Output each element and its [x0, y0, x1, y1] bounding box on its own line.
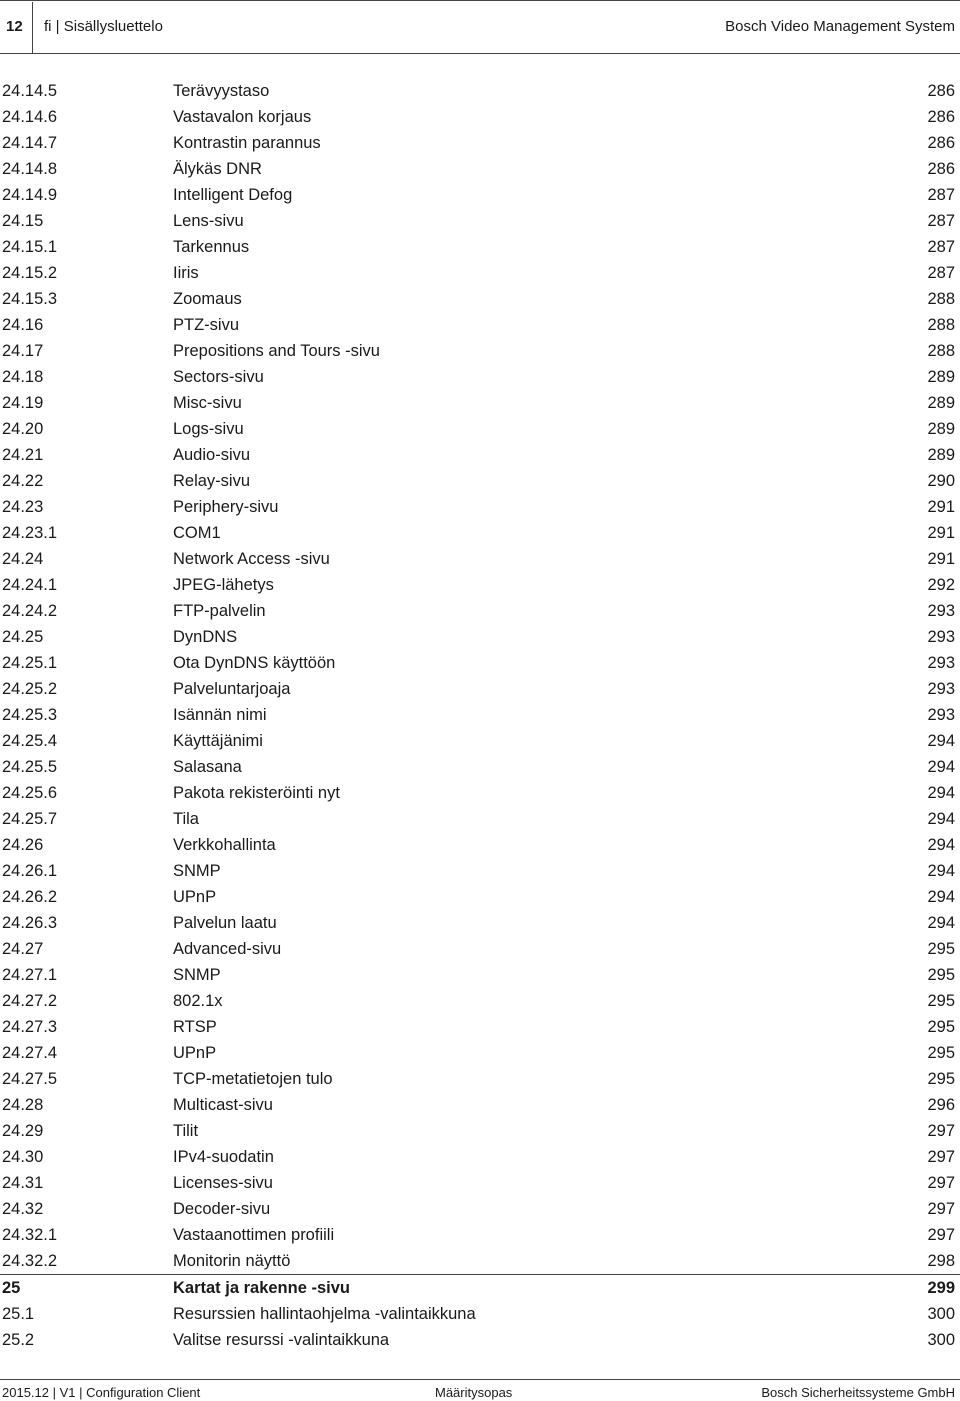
toc-entry[interactable] — [0, 1040, 960, 1066]
toc-entry[interactable] — [0, 598, 960, 624]
toc-entry-page: 300 — [927, 1305, 955, 1323]
toc-entry-page: 287 — [927, 212, 955, 230]
toc-entry[interactable] — [0, 182, 960, 208]
toc-entry[interactable] — [0, 286, 960, 312]
toc-entry-page: 300 — [927, 1331, 955, 1349]
toc-entry-page: 286 — [927, 108, 955, 126]
toc-entry-number: 25.1 — [2, 1305, 35, 1323]
toc-entry-number: 24.27 — [2, 940, 44, 958]
toc-chapter-entry[interactable] — [0, 1274, 960, 1301]
toc-entry-number: 24.26.2 — [2, 888, 58, 906]
toc-entry-page: 295 — [927, 1018, 955, 1036]
toc-entry-page: 294 — [927, 888, 955, 906]
toc-entry[interactable] — [0, 442, 960, 468]
toc-entry-title: Isännän nimi — [173, 706, 267, 724]
toc-entry-number: 24.27.5 — [2, 1070, 58, 1088]
toc-entry-title: Network Access -sivu — [173, 550, 330, 568]
toc-entry-page: 299 — [927, 1279, 955, 1297]
toc-entry[interactable] — [0, 806, 960, 832]
toc-entry-page: 288 — [927, 342, 955, 360]
toc-entry-page: 297 — [927, 1122, 955, 1140]
toc-entry[interactable] — [0, 260, 960, 286]
toc-entry-title: Valitse resurssi -valintaikkuna — [173, 1331, 390, 1349]
footer-company: Bosch Sicherheitssysteme GmbH — [761, 1385, 955, 1400]
toc-entry-number: 24.23.1 — [2, 524, 58, 542]
toc-entry-page: 290 — [927, 472, 955, 490]
toc-entry[interactable] — [0, 624, 960, 650]
footer-meta: 2015.12 | V1 | Configuration Client — [2, 1385, 201, 1400]
toc-entry[interactable] — [0, 936, 960, 962]
toc-entry-title: Zoomaus — [173, 290, 242, 308]
toc-entry-page: 287 — [927, 238, 955, 256]
toc-entry[interactable] — [0, 156, 960, 182]
toc-entry[interactable] — [0, 1248, 960, 1274]
toc-entry-title: 802.1x — [173, 992, 223, 1010]
toc-entry-number: 24.27.1 — [2, 966, 58, 984]
toc-entry-page: 286 — [927, 134, 955, 152]
toc-entry-title: PTZ-sivu — [173, 316, 239, 334]
toc-entry[interactable] — [0, 104, 960, 130]
toc-entry[interactable] — [0, 338, 960, 364]
toc-entry[interactable] — [0, 962, 960, 988]
toc-entry-page: 295 — [927, 1044, 955, 1062]
toc-entry-number: 24.14.8 — [2, 160, 58, 178]
toc-entry-page: 295 — [927, 1070, 955, 1088]
toc-entry[interactable] — [0, 390, 960, 416]
toc-entry[interactable] — [0, 1014, 960, 1040]
toc-entry-number: 24.23 — [2, 498, 44, 516]
toc-entry-number: 24.26 — [2, 836, 44, 854]
toc-entry-title: Pakota rekisteröinti nyt — [173, 784, 340, 802]
toc-entry[interactable] — [0, 416, 960, 442]
toc-entry[interactable] — [0, 754, 960, 780]
toc-entry-title: Vastaanottimen profiili — [173, 1226, 335, 1244]
toc-entry[interactable] — [0, 1222, 960, 1248]
toc-entry-number: 24.25.2 — [2, 680, 58, 698]
toc-entry[interactable] — [0, 988, 960, 1014]
toc-entry-number: 24.15.3 — [2, 290, 58, 308]
toc-entry-number: 24.15.2 — [2, 264, 58, 282]
toc-entry-number: 24.25.4 — [2, 732, 58, 750]
footer-doc-type: Määritysopas — [435, 1385, 513, 1400]
toc-entry-page: 287 — [927, 264, 955, 282]
toc-entry-title: Lens-sivu — [173, 212, 244, 230]
toc-entry-page: 294 — [927, 784, 955, 802]
toc-entry[interactable] — [0, 468, 960, 494]
toc-entry-title: Ota DynDNS käyttöön — [173, 654, 336, 672]
toc-entry-page: 289 — [927, 420, 955, 438]
toc-entry-title: Sectors-sivu — [173, 368, 264, 386]
toc-entry-number: 24.25.3 — [2, 706, 58, 724]
toc-entry-page: 294 — [927, 732, 955, 750]
toc-entry-number: 24.20 — [2, 420, 44, 438]
toc-entry-page: 293 — [927, 680, 955, 698]
toc-entry-title: Iiris — [173, 264, 199, 282]
toc-entry-page: 295 — [927, 992, 955, 1010]
toc-entry-number: 24.14.6 — [2, 108, 58, 126]
toc-entry-title: Salasana — [173, 758, 242, 776]
toc-entry-page: 289 — [927, 446, 955, 464]
toc-entry[interactable] — [0, 832, 960, 858]
toc-entry-title: Verkkohallinta — [173, 836, 276, 854]
toc-entry-number: 24.14.9 — [2, 186, 58, 204]
toc-entry-number: 24.26.1 — [2, 862, 58, 880]
toc-entry-page: 295 — [927, 966, 955, 984]
toc-entry[interactable] — [0, 572, 960, 598]
toc-entry-page: 298 — [927, 1252, 955, 1270]
toc-entry-title: Monitorin näyttö — [173, 1252, 291, 1270]
toc-entry[interactable] — [0, 1196, 960, 1222]
toc-entry-page: 291 — [927, 550, 955, 568]
toc-entry-page: 291 — [927, 498, 955, 516]
toc-entry-page: 293 — [927, 602, 955, 620]
toc-entry[interactable] — [0, 780, 960, 806]
toc-entry-number: 24.24 — [2, 550, 44, 568]
toc-entry-page: 293 — [927, 706, 955, 724]
toc-entry-number: 24.24.2 — [2, 602, 58, 620]
toc-entry[interactable] — [0, 1092, 960, 1118]
toc-entry-page: 293 — [927, 628, 955, 646]
toc-entry[interactable] — [0, 702, 960, 728]
toc-entry-title: Decoder-sivu — [173, 1200, 271, 1218]
toc-entry[interactable] — [0, 728, 960, 754]
toc-entry-title: Audio-sivu — [173, 446, 251, 464]
toc-entry-title: Logs-sivu — [173, 420, 244, 438]
toc-entry[interactable] — [0, 650, 960, 676]
toc-entry-number: 24.21 — [2, 446, 44, 464]
toc-entry-title: Multicast-sivu — [173, 1096, 273, 1114]
toc-entry-number: 24.32.1 — [2, 1226, 58, 1244]
toc-entry-page: 294 — [927, 758, 955, 776]
toc-entry-title: SNMP — [173, 862, 221, 880]
toc-entry-page: 297 — [927, 1174, 955, 1192]
toc-entry-title: Käyttäjänimi — [173, 732, 263, 750]
toc-entry[interactable] — [0, 676, 960, 702]
toc-entry-number: 24.31 — [2, 1174, 44, 1192]
toc-entry-number: 24.29 — [2, 1122, 44, 1140]
toc-entry-title: Tila — [173, 810, 199, 828]
toc-entry[interactable] — [0, 910, 960, 936]
toc-entry-number: 24.27.2 — [2, 992, 58, 1010]
toc-entry-page: 294 — [927, 810, 955, 828]
toc-entry-page: 294 — [927, 914, 955, 932]
toc-entry-page: 294 — [927, 862, 955, 880]
toc-entry-number: 24.15 — [2, 212, 44, 230]
toc-entry-title: UPnP — [173, 888, 217, 906]
toc-entry-title: RTSP — [173, 1018, 217, 1036]
toc-entry[interactable] — [0, 364, 960, 390]
toc-entry-number: 24.24.1 — [2, 576, 58, 594]
toc-entry-title: UPnP — [173, 1044, 217, 1062]
toc-entry[interactable] — [0, 494, 960, 520]
toc-entry-page: 294 — [927, 836, 955, 854]
toc-entry-title: Tilit — [173, 1122, 199, 1140]
toc-entry[interactable] — [0, 1066, 960, 1092]
toc-entry-title: Relay-sivu — [173, 472, 251, 490]
toc-entry-page: 291 — [927, 524, 955, 542]
page-footer — [0, 1379, 960, 1401]
page-header — [0, 0, 960, 54]
toc-entry-page: 288 — [927, 290, 955, 308]
toc-entry-number: 24.14.7 — [2, 134, 58, 152]
toc-entry[interactable] — [0, 1327, 960, 1353]
toc-entry-title: Advanced-sivu — [173, 940, 282, 958]
toc-entry[interactable] — [0, 884, 960, 910]
toc-entry-title: Palvelun laatu — [173, 914, 277, 932]
toc-entry-number: 24.26.3 — [2, 914, 58, 932]
toc-entry-number: 24.25.5 — [2, 758, 58, 776]
toc-entry-title: Älykäs DNR — [173, 160, 262, 178]
toc-entry-title: COM1 — [173, 524, 221, 542]
toc-entry-number: 24.22 — [2, 472, 44, 490]
toc-entry[interactable] — [0, 520, 960, 546]
toc-entry-page: 288 — [927, 316, 955, 334]
toc-entry-title: JPEG-lähetys — [173, 576, 274, 594]
toc-entry-number: 24.25 — [2, 628, 44, 646]
toc-entry-number: 24.25.6 — [2, 784, 58, 802]
toc-entry[interactable] — [0, 130, 960, 156]
toc-entry-number: 24.17 — [2, 342, 44, 360]
toc-entry-title: Resurssien hallintaohjelma -valintaikkuna — [173, 1305, 476, 1323]
toc-entry-title: Periphery-sivu — [173, 498, 279, 516]
toc-entry[interactable] — [0, 546, 960, 572]
toc-entry-number: 24.32 — [2, 1200, 44, 1218]
toc-entry-title: Palveluntarjoaja — [173, 680, 291, 698]
toc-entry-number: 24.32.2 — [2, 1252, 58, 1270]
toc-entry-title: Kartat ja rakenne -sivu — [173, 1279, 350, 1297]
toc-entry-page: 287 — [927, 186, 955, 204]
toc-entry-number: 25 — [2, 1279, 21, 1297]
toc-entry-number: 24.15.1 — [2, 238, 58, 256]
toc-entry[interactable] — [0, 234, 960, 260]
toc-entry[interactable] — [0, 312, 960, 338]
toc-entry-page: 297 — [927, 1148, 955, 1166]
toc-entry-number: 24.14.5 — [2, 82, 58, 100]
toc-entry-title: FTP-palvelin — [173, 602, 266, 620]
toc-entry-page: 295 — [927, 940, 955, 958]
toc-entry-page: 286 — [927, 82, 955, 100]
table-of-contents — [0, 78, 960, 1353]
toc-entry-page: 286 — [927, 160, 955, 178]
toc-entry-title: Licenses-sivu — [173, 1174, 273, 1192]
toc-entry-number: 24.25.7 — [2, 810, 58, 828]
toc-entry-number: 25.2 — [2, 1331, 35, 1349]
toc-entry-page: 293 — [927, 654, 955, 672]
toc-entry[interactable] — [0, 1301, 960, 1327]
toc-entry-number: 24.27.3 — [2, 1018, 58, 1036]
toc-entry-page: 296 — [927, 1096, 955, 1114]
toc-entry-title: Vastavalon korjaus — [173, 108, 312, 126]
toc-entry[interactable] — [0, 858, 960, 884]
toc-entry-number: 24.25.1 — [2, 654, 58, 672]
toc-entry-number: 24.30 — [2, 1148, 44, 1166]
toc-entry-number: 24.19 — [2, 394, 44, 412]
toc-entry-page: 289 — [927, 368, 955, 386]
toc-entry[interactable] — [0, 1118, 960, 1144]
toc-entry-title: IPv4-suodatin — [173, 1148, 274, 1166]
toc-entry-number: 24.18 — [2, 368, 44, 386]
toc-entry-title: Tarkennus — [173, 238, 250, 256]
toc-entry[interactable] — [0, 1144, 960, 1170]
toc-entry-title: TCP-metatietojen tulo — [173, 1070, 333, 1088]
toc-entry[interactable] — [0, 208, 960, 234]
toc-entry-title: Kontrastin parannus — [173, 134, 321, 152]
page-number: 12 — [6, 18, 23, 35]
product-name: Bosch Video Management System — [725, 18, 955, 35]
toc-entry-title: Prepositions and Tours -sivu — [173, 342, 380, 360]
toc-entry-page: 292 — [927, 576, 955, 594]
toc-entry-title: DynDNS — [173, 628, 238, 646]
toc-entry-title: Intelligent Defog — [173, 186, 293, 204]
toc-entry[interactable] — [0, 1170, 960, 1196]
toc-entry-title: Terävyystaso — [173, 82, 270, 100]
toc-entry-number: 24.28 — [2, 1096, 44, 1114]
toc-entry-page: 289 — [927, 394, 955, 412]
toc-entry-title: Misc-sivu — [173, 394, 242, 412]
toc-entry-title: SNMP — [173, 966, 221, 984]
toc-entry-page: 297 — [927, 1226, 955, 1244]
section-title: fi | Sisällysluettelo — [44, 18, 163, 35]
toc-entry-page: 297 — [927, 1200, 955, 1218]
toc-entry[interactable] — [0, 78, 960, 104]
toc-entry-number: 24.16 — [2, 316, 44, 334]
header-divider — [32, 2, 33, 53]
toc-entry-number: 24.27.4 — [2, 1044, 58, 1062]
